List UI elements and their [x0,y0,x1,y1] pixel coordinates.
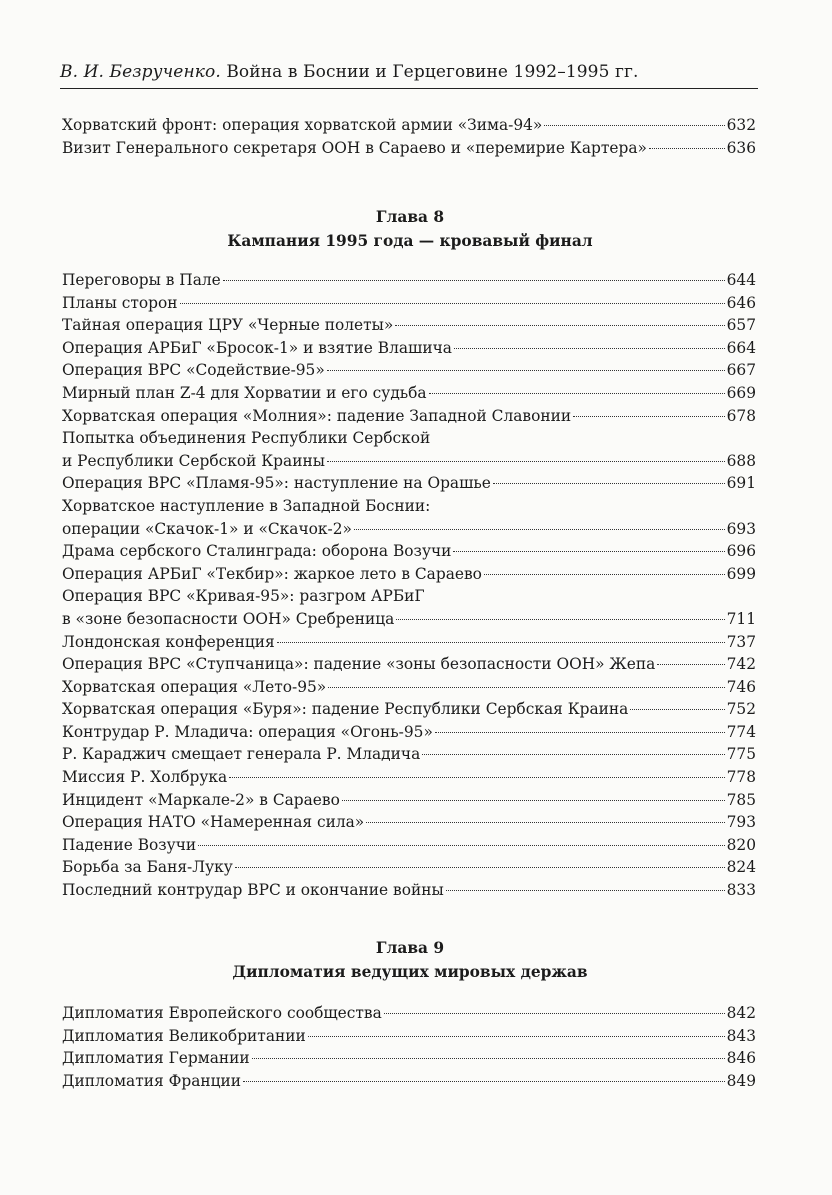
toc-entry-title: Хорватская операция «Молния»: падение Западной Славонии [62,406,572,425]
toc-entry-title: Операция АРБиГ «Текбир»: жаркое лето в Сараево [62,564,482,583]
toc-entry-page: 833 [726,881,756,900]
chapter-9-entries [62,1002,756,1092]
dot-leader [446,890,725,891]
toc-top-section [62,114,756,159]
dot-leader [384,1013,725,1014]
dot-leader [327,370,725,371]
toc-entry-title: Дипломатия Европейского сообщества [62,1004,382,1022]
toc-entry-title: Инцидент «Маркале-2» в Сараево [62,790,340,809]
dot-leader [198,845,724,846]
toc-entry-title: Визит Генерального секретаря ООН в Сараево и «перемирие Картера» [62,138,647,157]
toc-entry-page: 699 [726,564,756,583]
toc-entry-title: Падение Возучи [62,835,197,854]
toc-entry-page: 775 [726,745,756,764]
dot-leader [453,551,724,552]
toc-entry [62,137,756,160]
chapter-8-title: Кампания 1995 года — кровавый финал [227,232,593,250]
toc-entry-page: 793 [726,813,756,832]
toc-entry [62,698,756,721]
toc-entry [62,405,756,428]
toc-entry-title: Мирный план Z-4 для Хорватии и его судьба [62,383,427,402]
toc-entry-page: 737 [726,632,756,651]
toc-entry-page: 742 [726,655,756,674]
toc-entry-page: 644 [726,271,756,289]
toc-entry-title: Дипломатия Франции [62,1071,242,1090]
toc-entry-page: 746 [726,677,756,696]
toc-entry [62,563,756,586]
toc-entry [62,359,756,382]
dot-leader [435,732,725,733]
chapter-8-heading [60,205,760,253]
toc-entry-title: Драма сербского Сталинграда: оборона Возучи [62,542,452,561]
toc-entry-page: 849 [726,1071,756,1090]
toc-entry [62,114,756,137]
toc-entry [62,382,756,405]
toc-entry-title: Попытка объединения Республики Сербской [62,429,431,448]
toc-entry [62,789,756,812]
toc-entry [62,1025,756,1048]
toc-entry-page: 646 [726,293,756,312]
toc-entry-title: Планы сторон [62,293,178,312]
toc-entry-title: в «зоне безопасности ООН» Сребреница [62,609,395,628]
toc-entry-title: Операция ВРС «Ступчаница»: падение «зоны безопасности ООН» Жепа [62,655,656,674]
toc-entry-page: 667 [726,361,756,380]
dot-leader [366,822,724,823]
dot-leader [395,325,724,326]
toc-entry [62,292,756,315]
toc-entry-title: Операция ВРС «Содействие-95» [62,361,325,380]
dot-leader [484,574,725,575]
running-header [60,62,760,82]
chapter-8-entries [62,269,756,902]
toc-entry-title: Хорватская операция «Буря»: падение Республики Сербская Краина [62,700,629,719]
toc-entry-page: 657 [726,316,756,335]
toc-entry-title: Тайная операция ЦРУ «Черные полеты» [62,316,394,335]
toc-entry-title: Хорватская операция «Лето-95» [62,677,327,696]
chapter-9-label: Глава 9 [375,939,445,957]
toc-entry-page: 820 [726,835,756,854]
toc-entry-title: Дипломатия Германии [62,1049,250,1068]
toc-entry [62,1002,756,1025]
toc-entry-title: Операция НАТО «Намеренная сила» [62,813,365,832]
toc-entry-page: 824 [726,858,756,877]
toc-entry [62,766,756,789]
toc-entry [62,721,756,744]
toc-entry-page: 711 [726,609,756,628]
toc-entry [62,540,756,563]
toc-entry-page: 774 [726,722,756,741]
dot-leader [657,664,724,665]
toc-entry-page: 691 [726,474,756,493]
toc-entry [62,879,756,902]
toc-entry-page: 846 [726,1049,756,1068]
header-title: Война в Боснии и Герцеговине 1992–1995 гг. [226,62,639,82]
toc-entry-title: Миссия Р. Холбрука [62,768,228,787]
toc-entry-title: Лондонская конференция [62,632,275,651]
toc-entry-page: 778 [726,768,756,787]
dot-leader [223,280,725,281]
chapter-9-heading [60,936,760,984]
header-author: В. И. Безрученко. [60,62,221,82]
dot-leader [327,461,725,462]
toc-entry-page: 752 [726,700,756,719]
toc-entry-page: 843 [726,1026,756,1045]
dot-leader [243,1081,725,1082]
toc-entry-title: Операция ВРС «Пламя-95»: наступление на Орашье [62,474,491,493]
dot-leader [180,303,725,304]
dot-leader [252,1058,725,1059]
dot-leader [630,709,724,710]
toc-entry-title: Хорватский фронт: операция хорватской армии «Зима-94» [62,116,543,134]
dot-leader [493,483,725,484]
dot-leader [544,125,724,126]
toc-entry-page: 664 [726,338,756,357]
toc-entry [62,427,756,472]
toc-entry [62,495,756,540]
toc-entry [62,676,756,699]
toc-entry-page: 696 [726,542,756,561]
header-rule [60,88,758,89]
dot-leader [277,642,725,643]
toc-entry [62,856,756,879]
toc-entry-title: операции «Скачок-1» и «Скачок-2» [62,519,352,538]
dot-leader [354,529,725,530]
dot-leader [573,416,724,417]
toc-entry [62,631,756,654]
toc-entry [62,1070,756,1093]
dot-leader [235,867,725,868]
dot-leader [328,687,724,688]
dot-leader [229,777,724,778]
toc-entry [62,743,756,766]
toc-entry-page: 636 [726,138,756,157]
toc-entry-page: 632 [726,116,756,134]
chapter-8-label: Глава 8 [375,208,445,226]
toc-entry [62,269,756,292]
toc-entry-title: Р. Караджич смещает генерала Р. Младича [62,745,421,764]
dot-leader [422,754,724,755]
toc-entry-page: 785 [726,790,756,809]
toc-entry-title: Операция ВРС «Кривая-95»: разгром АРБиГ [62,587,425,606]
toc-entry-page: 669 [726,383,756,402]
toc-entry [62,1047,756,1070]
toc-entry-page: 688 [726,451,756,470]
toc-entry-title: Последний контрудар ВРС и окончание войны [62,881,444,900]
toc-entry-title: Борьба за Баня-Луку [62,858,233,877]
toc-entry-title: Переговоры в Пале [62,271,221,289]
toc-entry [62,653,756,676]
toc-entry [62,811,756,834]
toc-entry-page: 842 [726,1004,756,1022]
toc-entry-title: Операция АРБиГ «Бросок-1» и взятие Влашича [62,338,452,357]
toc-entry-page: 678 [726,406,756,425]
dot-leader [342,800,725,801]
dot-leader [396,619,724,620]
toc-entry-title: и Республики Сербской Краины [62,451,325,470]
toc-entry [62,834,756,857]
dot-leader [649,148,725,149]
toc-entry [62,585,756,630]
dot-leader [454,348,725,349]
toc-entry-page: 693 [726,519,756,538]
toc-entry-title: Контрудар Р. Младича: операция «Огонь-95» [62,722,433,741]
toc-entry-title: Хорватское наступление в Западной Боснии: [62,496,431,515]
dot-leader [308,1036,725,1037]
toc-entry [62,337,756,360]
toc-entry [62,314,756,337]
toc-entry [62,472,756,495]
toc-entry-title: Дипломатия Великобритании [62,1026,306,1045]
dot-leader [429,393,725,394]
chapter-9-title: Дипломатия ведущих мировых держав [232,963,588,981]
